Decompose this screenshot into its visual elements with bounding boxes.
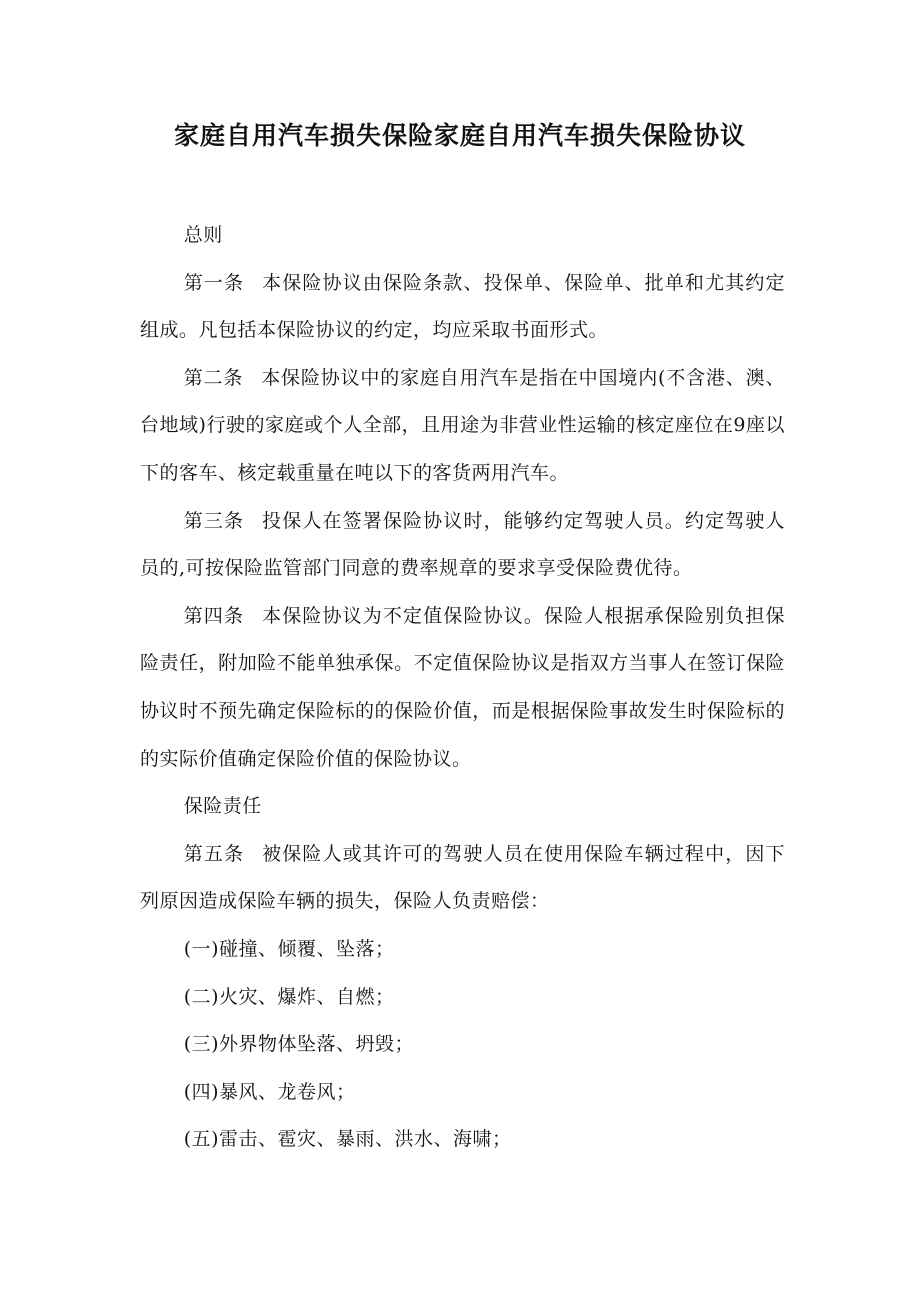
article-5 xyxy=(140,831,785,926)
article-5-number: 第五条 xyxy=(183,842,245,865)
section-heading-liability: 保险责任 xyxy=(183,795,262,818)
article-4 xyxy=(140,593,785,783)
article-3-text: 投保人在签署保险协议时，能够约定驾驶人员。约定驾驶人员的,可按保险监管部门同意的费率规章的要求享受保险费优待。 xyxy=(140,509,785,580)
article-4-text: 本保险协议为不定值保险协议。保险人根据承保险别负担保险责任，附加险不能单独承保。不定值保险协议是指双方当事人在签订保险协议时不预先确定保险标的的保险价值，而是根据保险事故发生时保险标的的实际价值确定保险价值的保险协议。 xyxy=(140,604,785,770)
article-2 xyxy=(140,355,785,498)
list-item: (四)暴风、龙卷风； xyxy=(183,1080,356,1103)
article-1-number: 第一条 xyxy=(183,271,245,294)
article-1-text: 本保险协议由保险条款、投保单、保险单、批单和尤其约定组成。凡包括本保险协议的约定，均应采取书面形式。 xyxy=(140,271,785,342)
article-2-text: 本保险协议中的家庭自用汽车是指在中国境内(不含港、澳、台地域)行驶的家庭或个人全部，且用途为非营业性运输的核定座位在9座以下的客车、核定载重量在吨以下的客货两用汽车。 xyxy=(140,366,785,484)
article-1 xyxy=(140,260,785,355)
article-3-number: 第三条 xyxy=(183,509,245,532)
section-heading-general: 总则 xyxy=(183,224,223,246)
document-title: 家庭自用汽车损失保险家庭自用汽车损失保险协议 xyxy=(173,121,746,150)
article-3 xyxy=(140,498,785,593)
list-item: (五)雷击、雹灾、暴雨、洪水、海啸； xyxy=(183,1128,512,1151)
list-item: (二)火灾、爆炸、自燃； xyxy=(183,985,395,1008)
article-5-text: 被保险人或其许可的驾驶人员在使用保险车辆过程中，因下列原因造成保险车辆的损失，保险人负责赔偿： xyxy=(140,842,785,913)
article-2-number: 第二条 xyxy=(183,366,244,389)
list-item: (三)外界物体坠落、坍毁； xyxy=(183,1033,415,1056)
article-4-number: 第四条 xyxy=(183,604,245,627)
list-item: (一)碰撞、倾覆、坠落； xyxy=(183,937,395,960)
document-body xyxy=(140,212,785,1164)
